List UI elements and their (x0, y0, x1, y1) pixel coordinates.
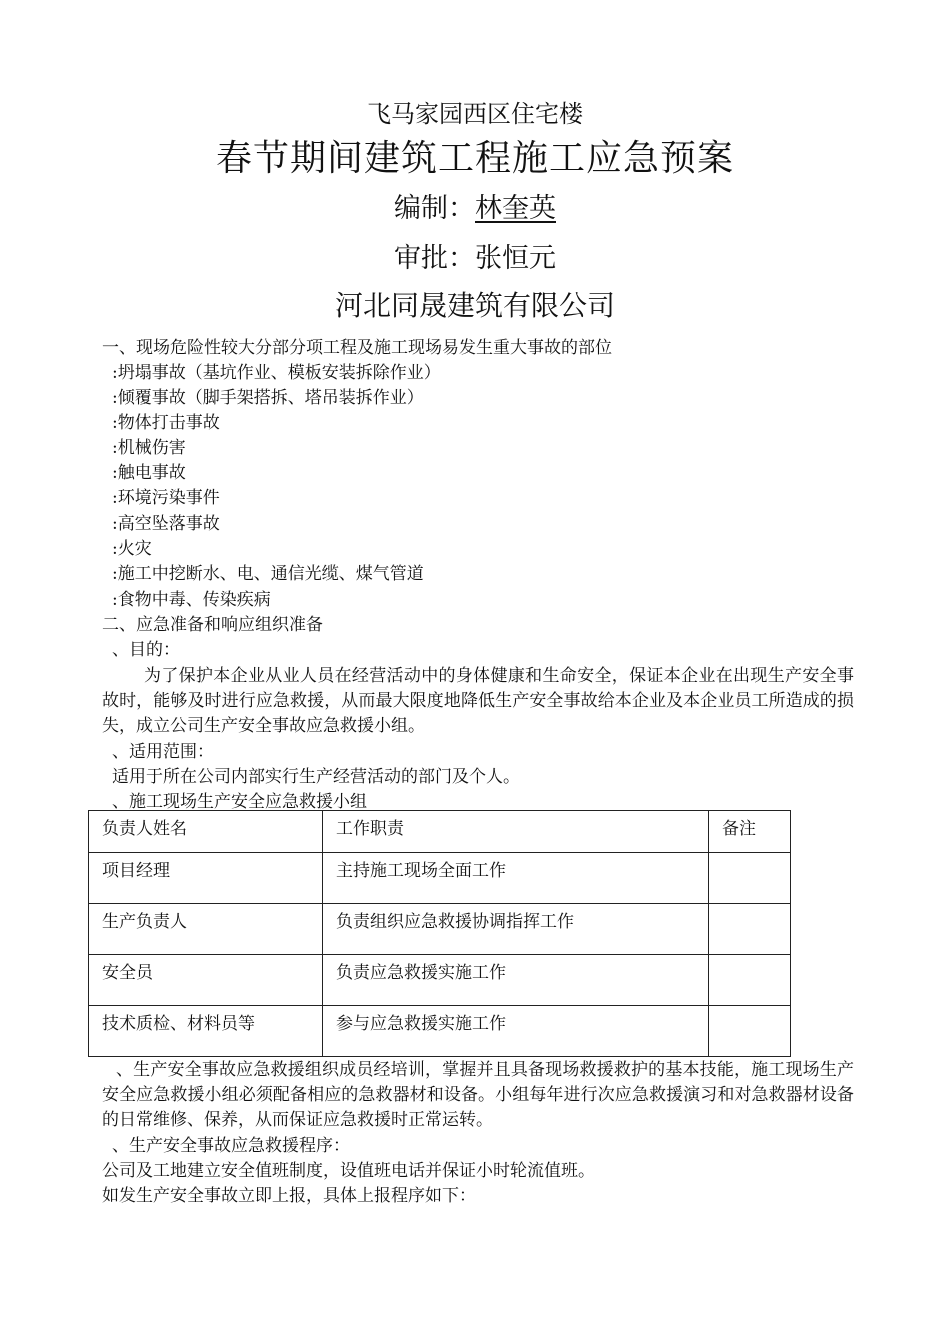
procedure-label: 、生产安全事故应急救援程序： (112, 1136, 350, 1156)
list-item: :机械伤害 (112, 438, 186, 458)
table-row (89, 904, 791, 955)
table-header-cell: 负责人姓名 (89, 811, 323, 853)
table-cell: 主持施工现场全面工作 (323, 853, 709, 904)
compiler-line (0, 186, 950, 225)
table-cell: 项目经理 (89, 853, 323, 904)
team-label: 、施工现场生产安全应急救援小组 (112, 792, 367, 812)
page-title: 春节期间建筑工程施工应急预案 (215, 138, 734, 179)
table-row (89, 1006, 791, 1057)
table-cell (709, 955, 791, 1006)
section2-heading: 二、应急准备和响应组织准备 (102, 615, 323, 635)
table-cell (709, 904, 791, 955)
table-header-row (89, 811, 791, 853)
list-item: :环境污染事件 (112, 488, 220, 508)
list-item: :食物中毒、传染疾病 (112, 590, 271, 610)
table-cell: 参与应急救援实施工作 (323, 1006, 709, 1057)
scope-paragraph: 适用于所在公司内部实行生产经营活动的部门及个人。 (112, 767, 520, 787)
section1-heading: 一、现场危险性较大分部分项工程及施工现场易发生重大事故的部位 (102, 338, 612, 358)
table-cell (709, 853, 791, 904)
table-cell: 生产负责人 (89, 904, 323, 955)
table-row (89, 853, 791, 904)
compiler-label: 编制： (394, 193, 475, 224)
compiler-name: 林奎英 (475, 193, 556, 224)
list-item: :坍塌事故（基坑作业、模板安装拆除作业） (112, 363, 441, 383)
report-paragraph: 如发生产安全事故立即上报，具体上报程序如下： (102, 1186, 476, 1206)
approver-label: 审批： (394, 243, 475, 274)
table-cell: 技术质检、材料员等 (89, 1006, 323, 1057)
list-item: :施工中挖断水、电、通信光缆、煤气管道 (112, 564, 424, 584)
company-name: 河北同晟建筑有限公司 (334, 289, 615, 322)
scope-label: 、适用范围： (112, 742, 214, 762)
table-cell: 负责组织应急救援协调指挥工作 (323, 904, 709, 955)
approver-line (0, 236, 950, 275)
project-subtitle: 飞马家园西区住宅楼 (367, 100, 583, 128)
list-item: :高空坠落事故 (112, 514, 220, 534)
table-header-cell: 工作职责 (323, 811, 709, 853)
list-item: :火灾 (112, 539, 152, 559)
table-cell: 负责应急救援实施工作 (323, 955, 709, 1006)
purpose-label: 、目的： (112, 640, 180, 660)
table-cell (709, 1006, 791, 1057)
rescue-team-table (88, 810, 791, 1057)
list-item: :倾覆事故（脚手架搭拆、塔吊装拆作业） (112, 388, 424, 408)
table-header-cell: 备注 (709, 811, 791, 853)
training-paragraph: 、生产安全事故应急救援组织成员经培训，掌握并且具备现场救援救护的基本技能，施工现场生产安全应急救援小组必须配备相应的急救器材和设备。小组每年进行次应急救援演习和对急救器材设备的日常维修、保养，从而保证应急救援时正常运转。 (102, 1060, 854, 1130)
table-cell: 安全员 (89, 955, 323, 1006)
list-item: :触电事故 (112, 463, 186, 483)
purpose-paragraph: 为了保护本企业从业人员在经营活动中的身体健康和生命安全，保证本企业在出现生产安全事故时，能够及时进行应急救援，从而最大限度地降低生产安全事故给本企业及本企业员工所造成的损失，成立公司生产安全事故应急救援小组。 (102, 666, 854, 736)
duty-paragraph: 公司及工地建立安全值班制度，设值班电话并保证小时轮流值班。 (102, 1161, 595, 1181)
list-item: :物体打击事故 (112, 413, 220, 433)
table-row (89, 955, 791, 1006)
approver-name: 张恒元 (475, 243, 556, 274)
